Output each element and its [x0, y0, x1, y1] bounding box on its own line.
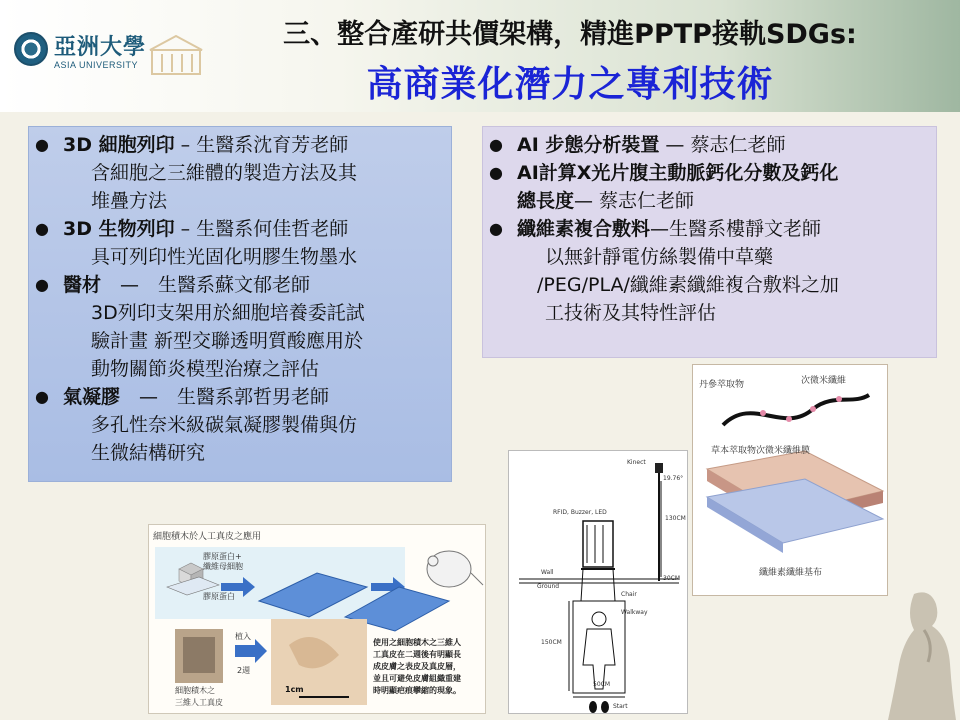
- left-patent-list: [28, 126, 452, 482]
- header-band: [0, 0, 960, 112]
- photo-caption: 細胞積木之: [175, 686, 215, 695]
- item-description: 具可列印性光固化明膠生物墨水: [91, 246, 358, 268]
- university-logo: [14, 30, 204, 86]
- bullet-icon: ●: [35, 219, 49, 238]
- gait-label: 50CM: [593, 681, 611, 688]
- bullet-icon: ●: [489, 219, 503, 238]
- item-heading: 氣凝膠: [63, 386, 121, 408]
- desc-line: 工真皮在二週後有明顯長: [373, 650, 461, 659]
- fiber-diagram: [693, 365, 889, 597]
- gait-label: Kinect: [627, 459, 646, 466]
- bullet-icon: ●: [489, 163, 503, 182]
- item-heading: 3D 細胞列印: [63, 134, 175, 156]
- bullet-icon: ●: [35, 387, 49, 406]
- fiber-dressing-figure: [692, 364, 888, 596]
- fiber-label: 纖維素纖維基布: [759, 568, 823, 578]
- item-heading: 纖維素複合敷料: [517, 218, 651, 240]
- gait-analysis-figure: [508, 450, 688, 714]
- item-description: /PEG/PLA/纖維素纖維複合敷料之加: [537, 274, 839, 296]
- item-owner: — 蔡志仁老師: [574, 190, 695, 212]
- item-description: 3D列印支架用於細胞培養委託試: [91, 302, 365, 324]
- list-item: [489, 215, 930, 243]
- fiber-label: 草本萃取物次微米纖維膜: [711, 446, 811, 456]
- gait-label: 30CM: [663, 575, 681, 582]
- item-description: 堆疊方法: [91, 190, 168, 212]
- gait-label: 130CM: [665, 515, 686, 522]
- cell-brick-figure: [148, 524, 486, 714]
- item-heading: AI 步態分析裝置: [517, 134, 660, 156]
- item-owner: — 生醫系郭哲男老師: [120, 386, 330, 408]
- item-description: 多孔性奈米級碳氣凝膠製備與仿: [91, 414, 358, 436]
- item-description: 以無針靜電仿絲製備中草藥: [545, 246, 774, 268]
- fiber-label: 丹參萃取物: [699, 380, 745, 390]
- desc-line: 時明顯疤痕攣縮的現象。: [373, 686, 461, 695]
- list-item: [35, 215, 445, 243]
- legend-label: 纖維母細胞: [203, 562, 243, 571]
- desc-line: 並且可避免皮膚組織重建: [373, 674, 461, 683]
- item-description: 驗計畫 新型交聯透明質酸應用於: [91, 330, 364, 352]
- item-heading: 3D 生物列印: [63, 218, 175, 240]
- legend-label: 膠原蛋白: [203, 592, 235, 601]
- desc-line: 使用之細胞積木之三維人: [373, 638, 461, 647]
- scale-label: 1cm: [285, 685, 304, 694]
- figure-title: 細胞積木於人工真皮之應用: [153, 532, 262, 542]
- seal-icon: [14, 32, 48, 66]
- list-item: [489, 131, 930, 159]
- thinker-statue-icon: [884, 584, 960, 720]
- gait-label: Walkway: [621, 609, 648, 616]
- list-item: [35, 383, 445, 411]
- gait-diagram: [509, 451, 689, 715]
- gait-label: 19.76°: [663, 475, 684, 482]
- legend-label: 膠原蛋白+: [203, 552, 242, 561]
- list-item: [35, 131, 445, 159]
- photo-caption: 三維人工真皮: [175, 698, 223, 707]
- logo-name: 亞洲大學: [54, 34, 147, 60]
- bullet-icon: ●: [35, 275, 49, 294]
- arrow-label: 植入: [235, 632, 251, 641]
- list-item: [489, 159, 930, 187]
- item-description: 含細胞之三維體的製造方法及其: [91, 162, 358, 184]
- item-description: 動物關節炎模型治療之評估: [91, 358, 320, 380]
- item-owner: —生醫系樓靜文老師: [650, 218, 822, 240]
- gait-label: RFID, Buzzer, LED: [553, 509, 607, 516]
- figure-description: [373, 637, 485, 697]
- item-description: 工技術及其特性評估: [545, 302, 717, 324]
- right-patent-list: [482, 126, 937, 358]
- desc-line: 成皮膚之表皮及真皮層，: [373, 662, 461, 671]
- item-owner: — 生醫系蘇文郁老師: [101, 274, 311, 296]
- item-owner: – 生醫系沈育芳老師: [174, 134, 349, 156]
- item-owner: – 生醫系何佳哲老師: [174, 218, 349, 240]
- item-description: [489, 187, 930, 215]
- fiber-label: 次微米纖維: [801, 376, 847, 386]
- gait-label: Chair: [621, 591, 637, 598]
- bullet-icon: ●: [35, 135, 49, 154]
- item-heading-cont: 總長度: [517, 190, 575, 212]
- slide-subtitle: 高商業化潛力之專利技術: [366, 64, 774, 105]
- item-owner: — 蔡志仁老師: [659, 134, 786, 156]
- item-heading: AI計算X光片腹主動脈鈣化分數及鈣化: [517, 162, 839, 184]
- item-heading: 醫材: [63, 274, 102, 296]
- list-item: [35, 271, 445, 299]
- bullet-icon: ●: [489, 135, 503, 154]
- gait-label: Ground: [537, 583, 560, 590]
- gait-label: 150CM: [541, 639, 562, 646]
- item-description: 生微結構研究: [91, 442, 206, 464]
- gait-label: Wall: [541, 569, 554, 576]
- logo-subtitle: ASIA UNIVERSITY: [54, 60, 139, 70]
- gait-label: Start: [613, 703, 628, 710]
- arrow-label: 2週: [237, 666, 251, 675]
- slide-title: 三、整合產研共價架構，精進PPTP接軌SDGs:: [283, 19, 857, 50]
